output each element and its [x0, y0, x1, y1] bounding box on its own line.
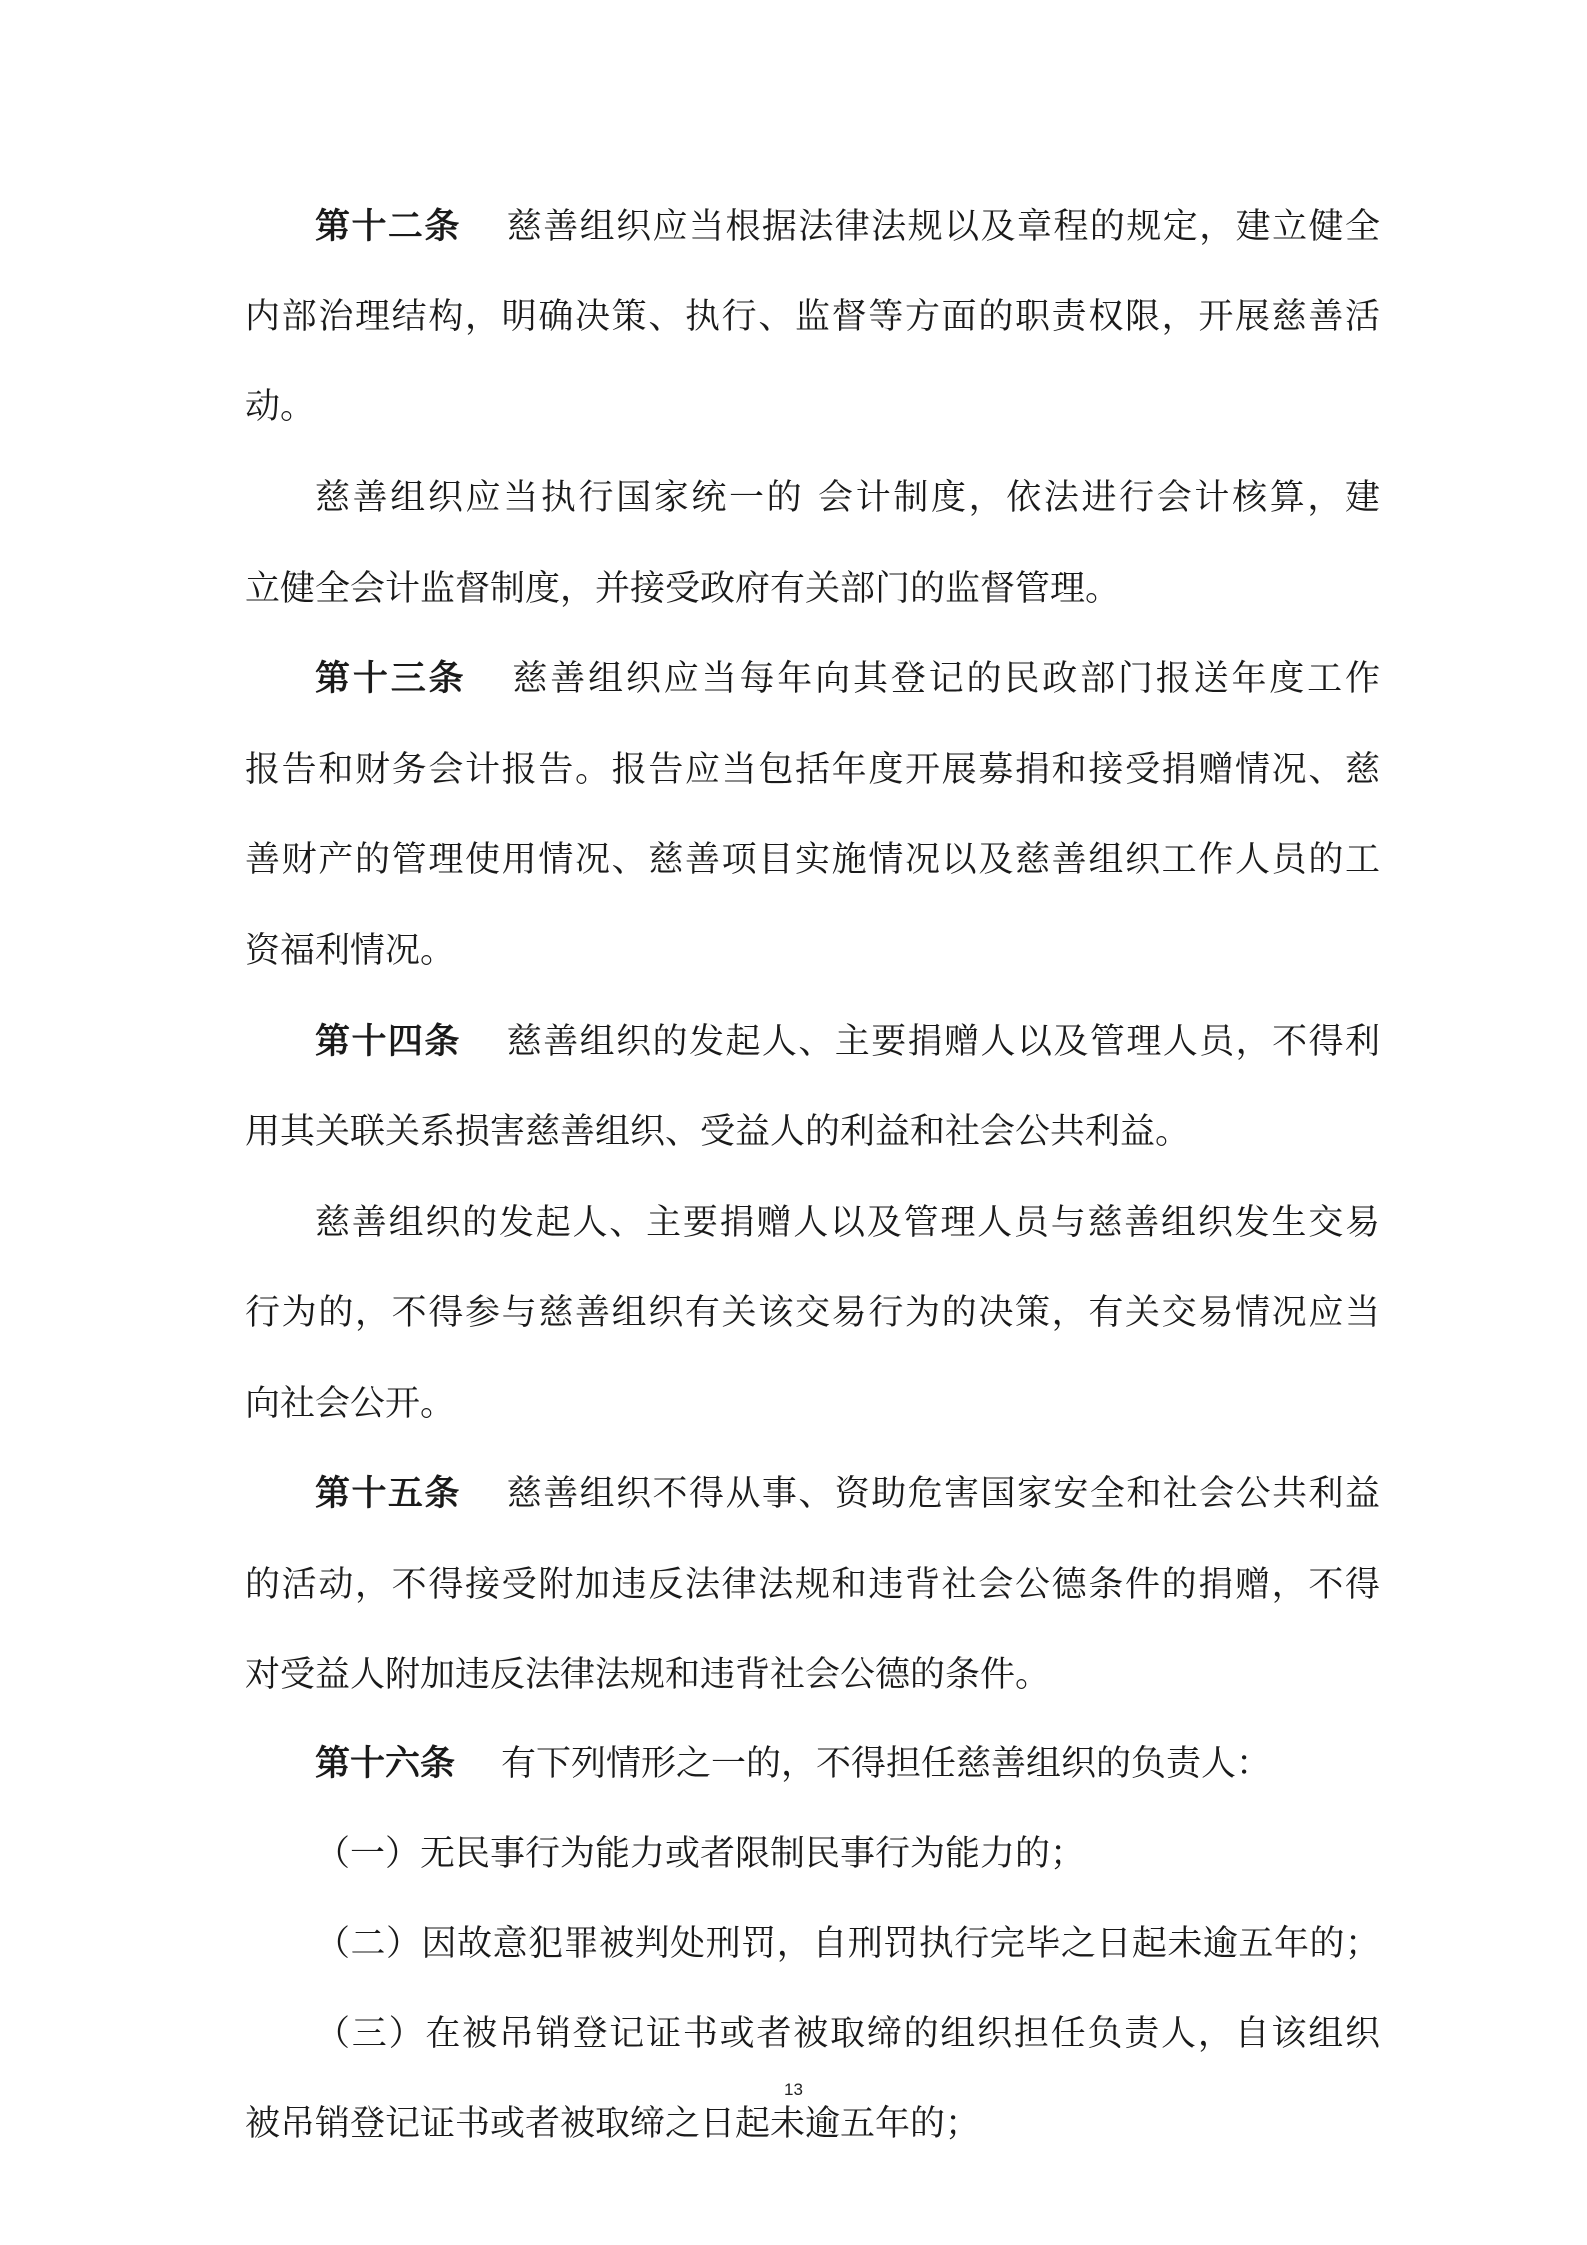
paragraph-line: 内部治理结构，明确决策、执行、监督等方面的职责权限，开展慈善活: [245, 297, 1380, 337]
article-number: 第十四条: [315, 1021, 461, 1062]
paragraph-line: 动。: [245, 387, 316, 427]
paragraph-line: 报告和财务会计报告。报告应当包括年度开展募捐和接受捐赠情况、慈: [245, 750, 1380, 790]
article-16-first-line: [315, 1742, 1380, 1786]
article-14-first-line: [315, 1020, 1380, 1064]
paragraph-text: 慈善组织不得从事、资助危害国家安全和社会公共利益: [506, 1474, 1380, 1514]
paragraph-line: 对受益人附加违反法律法规和违背社会公德的条件。: [245, 1655, 1051, 1695]
paragraph-line: 行为的，不得参与慈善组织有关该交易行为的决策，有关交易情况应当: [245, 1293, 1380, 1333]
list-item: （三）在被吊销登记证书或者被取缔的组织担任负责人，自该组织: [315, 2014, 1380, 2054]
article-number: 第十五条: [315, 1473, 461, 1514]
paragraph-line: 的活动，不得接受附加违反法律法规和违背社会公德条件的捐赠，不得: [245, 1565, 1380, 1605]
paragraph-text: 有下列情形之一的，不得担任慈善组织的负责人：: [501, 1744, 1272, 1784]
paragraph-line: 被吊销登记证书或者被取缔之日起未逾五年的；: [245, 2104, 981, 2144]
article-12-first-line: [315, 205, 1380, 249]
article-15-first-line: [315, 1472, 1380, 1516]
paragraph-line: 向社会公开。: [245, 1384, 456, 1424]
paragraph-text: 慈善组织应当根据法律法规以及章程的规定，建立健全: [506, 207, 1380, 247]
article-number: 第十三条: [315, 658, 467, 699]
paragraph-line: 用其关联关系损害慈善组织、受益人的利益和社会公共利益。: [245, 1112, 1191, 1152]
paragraph-line: 慈善组织的发起人、主要捐赠人以及管理人员与慈善组织发生交易: [315, 1203, 1380, 1243]
article-13-first-line: [315, 657, 1380, 701]
article-number: 第十六条: [315, 1743, 456, 1784]
paragraph-line: 资福利情况。: [245, 931, 456, 971]
page-number: 13: [784, 2080, 803, 2099]
list-item: （一）无民事行为能力或者限制民事行为能力的；: [315, 1834, 1086, 1874]
list-item: （二）因故意犯罪被判处刑罚，自刑罚执行完毕之日起未逾五年的；: [315, 1924, 1380, 1964]
paragraph-text: 慈善组织应当每年向其登记的民政部门报送年度工作: [512, 659, 1380, 699]
article-number: 第十二条: [315, 206, 461, 247]
paragraph-text: 慈善组织的发起人、主要捐赠人以及管理人员，不得利: [506, 1022, 1380, 1062]
paragraph-line: 立健全会计监督制度，并接受政府有关部门的监督管理。: [245, 569, 1121, 609]
paragraph-line: 善财产的管理使用情况、慈善项目实施情况以及慈善组织工作人员的工: [245, 840, 1380, 880]
paragraph-line: 慈善组织应当执行国家统一的 会计制度，依法进行会计核算，建: [315, 478, 1380, 518]
